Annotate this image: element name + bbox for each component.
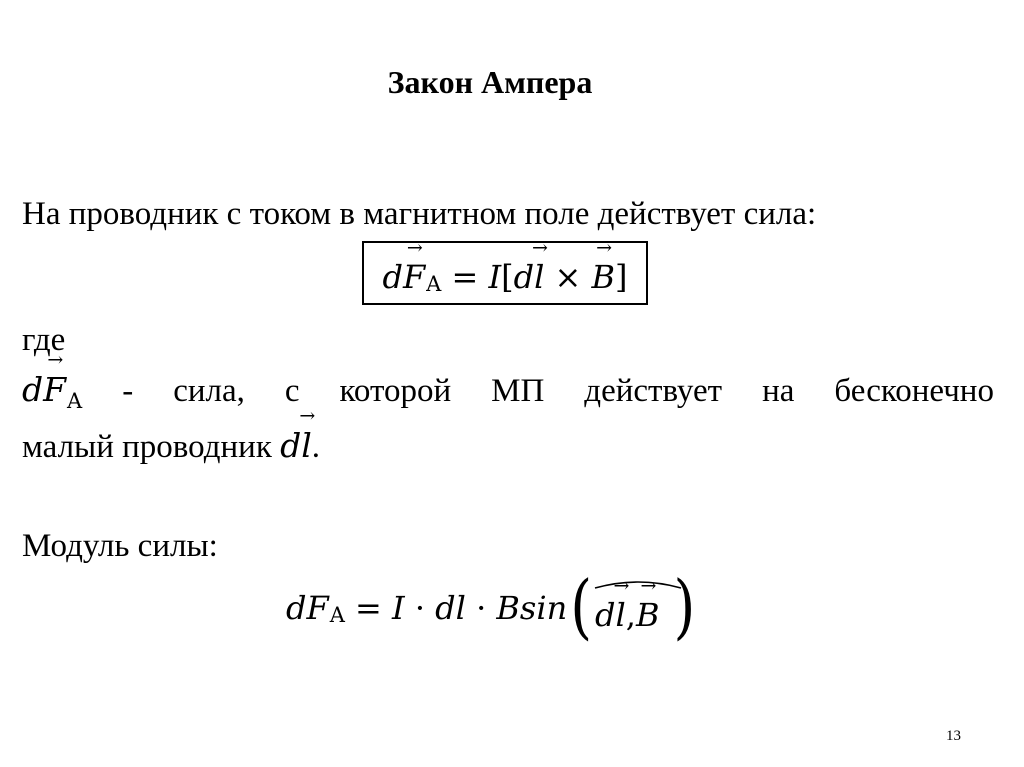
formula-open-bracket: [ [501, 258, 514, 296]
modulus-current-i: I [392, 589, 405, 627]
modulus-open-paren: ( [570, 566, 593, 648]
explanation-word: с [284, 373, 300, 409]
modulus-comma: , [625, 596, 636, 634]
modulus-dot-2: · [465, 589, 497, 627]
modulus-angle-d: d [595, 596, 616, 634]
explanation-line-2-d: d [280, 426, 302, 465]
explanation-word: сила, [173, 373, 245, 409]
modulus-label: Модуль силы: [22, 528, 218, 564]
modulus-vector-l [616, 596, 626, 634]
vector-f [403, 258, 425, 296]
modulus-d: d [286, 589, 307, 627]
formula-times: × [544, 258, 592, 296]
vector-b [592, 258, 616, 296]
modulus-angle-l: l [615, 596, 626, 634]
intro-text: На проводник с током в магнитном поле действует сила: [22, 196, 817, 232]
formula-current-i: I [488, 258, 502, 296]
vector-l [534, 258, 544, 296]
explanation-word: на [762, 373, 795, 409]
modulus-subscript-a: A [329, 603, 345, 627]
explanation-word: действует [584, 373, 723, 409]
explanation-line-2-text: малый проводник [22, 429, 281, 465]
modulus-angle-b: B [635, 596, 660, 634]
explanation-line-2-l: l [301, 426, 312, 465]
formula-subscript-a: A [426, 272, 442, 296]
modulus-bsin: Bsin [496, 589, 568, 627]
explanation-line-2-period: . [311, 429, 321, 465]
angle-arc-icon [593, 576, 683, 590]
modulus-dot-1: · [404, 589, 436, 627]
ampere-force-formula [362, 241, 648, 305]
formula-b: B [591, 258, 616, 296]
slide-title: Закон Ампера [387, 64, 593, 100]
explanation-line-2-vector-l [301, 426, 312, 466]
formula-close-bracket: ] [615, 258, 628, 296]
formula-l: l [534, 258, 545, 296]
modulus-vector-b [636, 596, 660, 634]
explanation-line-1 [22, 370, 994, 414]
explanation-d: d [22, 370, 44, 409]
force-modulus-formula [286, 568, 698, 648]
formula-d2: d [513, 258, 535, 296]
modulus-dl: dl [435, 589, 466, 627]
formula-d: d [382, 258, 403, 296]
formula-f: F [402, 258, 426, 296]
modulus-f: F [306, 589, 329, 627]
explanation-subscript-a: A [67, 389, 83, 413]
explanation-word: которой [339, 373, 452, 409]
explanation-word: бесконечно [834, 373, 994, 409]
angle-arc-group [595, 582, 659, 634]
explanation-line-2 [22, 426, 320, 467]
modulus-equals: = [344, 589, 393, 627]
where-label: где [22, 322, 66, 358]
explanation-vector-f [43, 370, 66, 410]
page-number: 13 [946, 728, 961, 744]
explanation-word: МП [491, 373, 545, 409]
explanation-word: - [122, 373, 134, 409]
explanation-f: F [43, 370, 67, 409]
modulus-close-paren: ) [673, 566, 696, 648]
explanation-lhs [22, 370, 82, 414]
formula-equals: = [441, 258, 489, 296]
